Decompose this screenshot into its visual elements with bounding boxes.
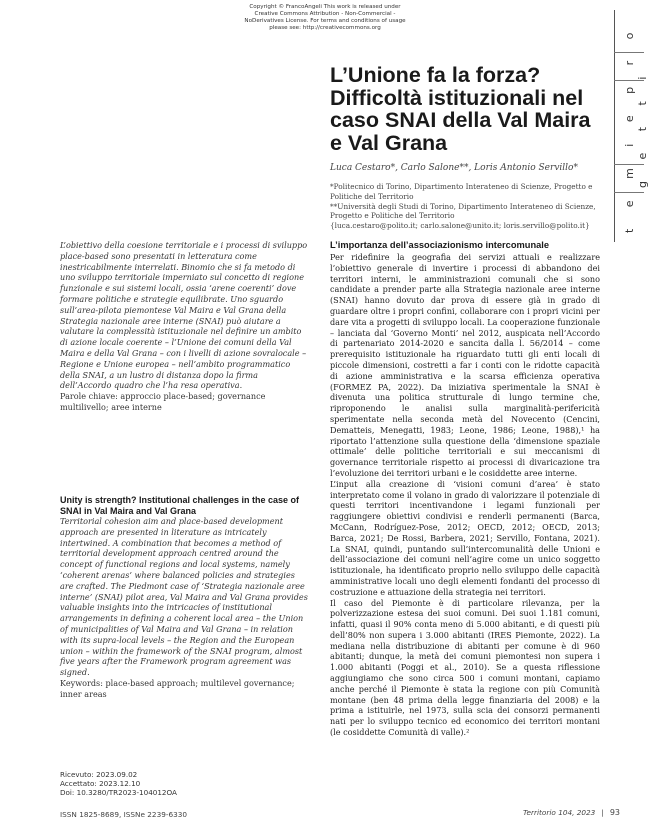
affiliation-1: *Politecnico di Torino, Dipartimento Interateneo di Scienze, Progetto e Politiche del Territorio [330, 182, 593, 201]
paragraph: Per ridefinire la geografia dei servizi attuali e realizzare l’obiettivo generale di invertire i processi di abbandono dei territori interni, le amministrazioni comunali che si sono candidate a prender parte alla Strategia nazionale aree interne (SNAI) hanno dovuto dar prova di essere già in grado di guardare oltre i propri confini, collaborare con i propri vicini per dare vita a progetti di sviluppo locali. La cooperazione funzionale – lanciata dal ‘Governo Monti’ nel 2012, auspicata nell’Accordo di partenariato 2014-2020 e sancita dalla l. 56/2014 – come prerequisito istituzionale ha riguardato tutti gli enti locali di piccole dimensioni, costretti a far i conti con le ridotte capacità di azione amministrativa e la scarsa efficienza operativa (FORMEZ PA, 2022). Da iniziativa sperimentale la SNAI è divenuta una politica strutturale di lungo termine che, riproponendo le analisi sulla marginalità-perifericità sperimentate nella seconda metà del Novecento (Cencini, Dematteis, Menegatti, 1983; Leone, 1986; Leone, 1988),¹ ha riportato l’attenzione sulla questione della ‘dimensione spaziale ottimale’ delle politiche territoriali e sui meccanismi di governance territoriale rispetto ai processi di divaricazione tra l’evoluzione dei territori urbani e le cosiddette aree interne. [330, 252, 600, 478]
article-dates [60, 770, 260, 797]
section-tab-label: t e m i e p r o g e t t i [623, 23, 649, 233]
affiliations [330, 182, 600, 231]
main-text [330, 240, 600, 738]
keywords-italian: Parole chiave: approccio place-based; governance multilivello; aree interne [60, 391, 266, 412]
article-title: L’Unione fa la forza? Difficoltà istituzionali nel caso SNAI della Val Maira e Val Grana [330, 63, 591, 155]
abstract-english [60, 495, 310, 700]
accepted-date: Accettato: 2023.12.10 [60, 779, 141, 788]
received-date: Ricevuto: 2023.09.02 [60, 770, 138, 779]
journal-issue: Territorio 104, 2023 [522, 808, 596, 817]
keywords-english: Keywords: place-based approach; multilevel governance; inner areas [60, 677, 295, 699]
abstract-italian [60, 240, 310, 413]
page-number: 93 [609, 808, 620, 817]
issn-footer: ISSN 1825-8689, ISSNe 2239-6330 [60, 810, 188, 819]
abstract-english-heading: Unity is strength? Institutional challenges in the case of SNAI in Val Maira and Val Grana [60, 495, 300, 516]
copyright-notice: Copyright © FrancoAngeli This work is released under Creative Commons Attribution - Non-Commercial - NoDerivatives License. For terms and conditions of usage please see: http://creativecommons.org [244, 4, 406, 31]
abstract-italian-body: L’obiettivo della coesione territoriale e i processi di sviluppo place-based sono presentati in letteratura come inestricabilmente interrelati. Binomio che si fa metodo di uno sviluppo territoriale imperniato sul concetto di regione funzionale e sui sistemi locali, ossia ‘arene coerenti’ dove formare politiche e strategie equilibrate. Uno sguardo sull’area-pilota piemontese Val Maira e Val Grana della Strategia nazionale aree interne (SNAI) può aiutare a valutare la complessità istituzionale nel definire un ambito di azione locale coerente – l’Unione dei comuni della Val Maira e della Val Grana – con i livelli di azione sovralocale – Regione e Unione europea – nell’ambito programmatico della SNAI, a un lustro di distanza dopo la firma dell’Accordo quadro che l’ha resa operativa. [60, 240, 308, 391]
doi[interactable]: Doi: 10.3280/TR2023-104012OA [60, 788, 177, 797]
authors: Luca Cestaro*, Carlo Salone**, Loris Antonio Servillo* [330, 163, 578, 173]
paragraph: L’input alla creazione di ‘visioni comuni d’area’ è stato interpretato come il volano in grado di valorizzare il potenziale di questi territori incentivandone i legami funzionali per raggiungere obiettivi condivisi e renderli permanenti (Barca, McCann, Rodríguez-Pose, 2012; OECD, 2012; OECD, 2013; Barca, 2021; De Rossi, Barbera, 2021; Servillo, Fontana, 2021). La SNAI, quindi, puntando sull’intercomunalità delle Unioni e dell’associazione dei comuni nell’agire come un unico soggetto istituzionale, ha identificato proprio nello sviluppo delle capacità amministrative locali uno degli elementi fondanti del processo di costruzione e attuazione della strategia nei territori. [330, 478, 600, 597]
author-emails: {luca.cestaro@polito.it; carlo.salone@unito.it; loris.servillo@polito.it} [330, 221, 590, 231]
paragraph: Il caso del Piemonte è di particolare rilevanza, per la polverizzazione estesa dei suoi comuni. Dei suoi 1.181 comuni, infatti, quasi il 90% conta meno di 5.000 abitanti, e di questi più dell’80% non supera i 3.000 abitanti (IRES Piemonte, 2022). La mediana nella distribuzione di abitanti per comune è di 960 abitanti; dunque, la metà dei comuni piemontesi non supera i 1.000 abitanti (Poggi et al., 2010). Se a questa riflessione aggiungiamo che sono circa 500 i comuni montani, capiamo anche perché il Piemonte è stata la regione con più Comunità montane (ben 48 prima della legge finanziaria del 2008) e la prima a istituirle, nel 1973, sulla scia dei consorzi permanenti nati per lo sviluppo tecnico ed economico dei territori montani (le cosiddette Comunità di valle).² [330, 597, 600, 738]
section-tab [614, 10, 649, 242]
page-footer: Territorio 104, 2023 | 93 [522, 808, 620, 817]
abstract-english-body: Territorial cohesion aim and place-based development approach are presented in literature as intricately intertwined. A combination that becomes a method of territorial development approach centred around the concept of functional regions and local systems, namely ‘coherent arenas’ where balanced policies and strategies are crafted. The Piedmont case of ‘Strategia nazionale aree interne’ (SNAI) pilot area, Val Maira and Val Grana provides valuable insights into the intricacies of institutional arrangements in defining a coherent local area – the Union of municipalities of Val Maira and Val Grana – in relation with its supra-local levels – the Region and the European union – within the framework of the SNAI program, almost five years after the Framework program agreement was signed. [60, 516, 308, 678]
affiliation-2: **Università degli Studi di Torino, Dipartimento Interateneo di Scienze, Progetto e Politiche del Territorio [330, 201, 596, 221]
section-heading: L’importanza dell’associazionismo intercomunale [330, 240, 550, 250]
